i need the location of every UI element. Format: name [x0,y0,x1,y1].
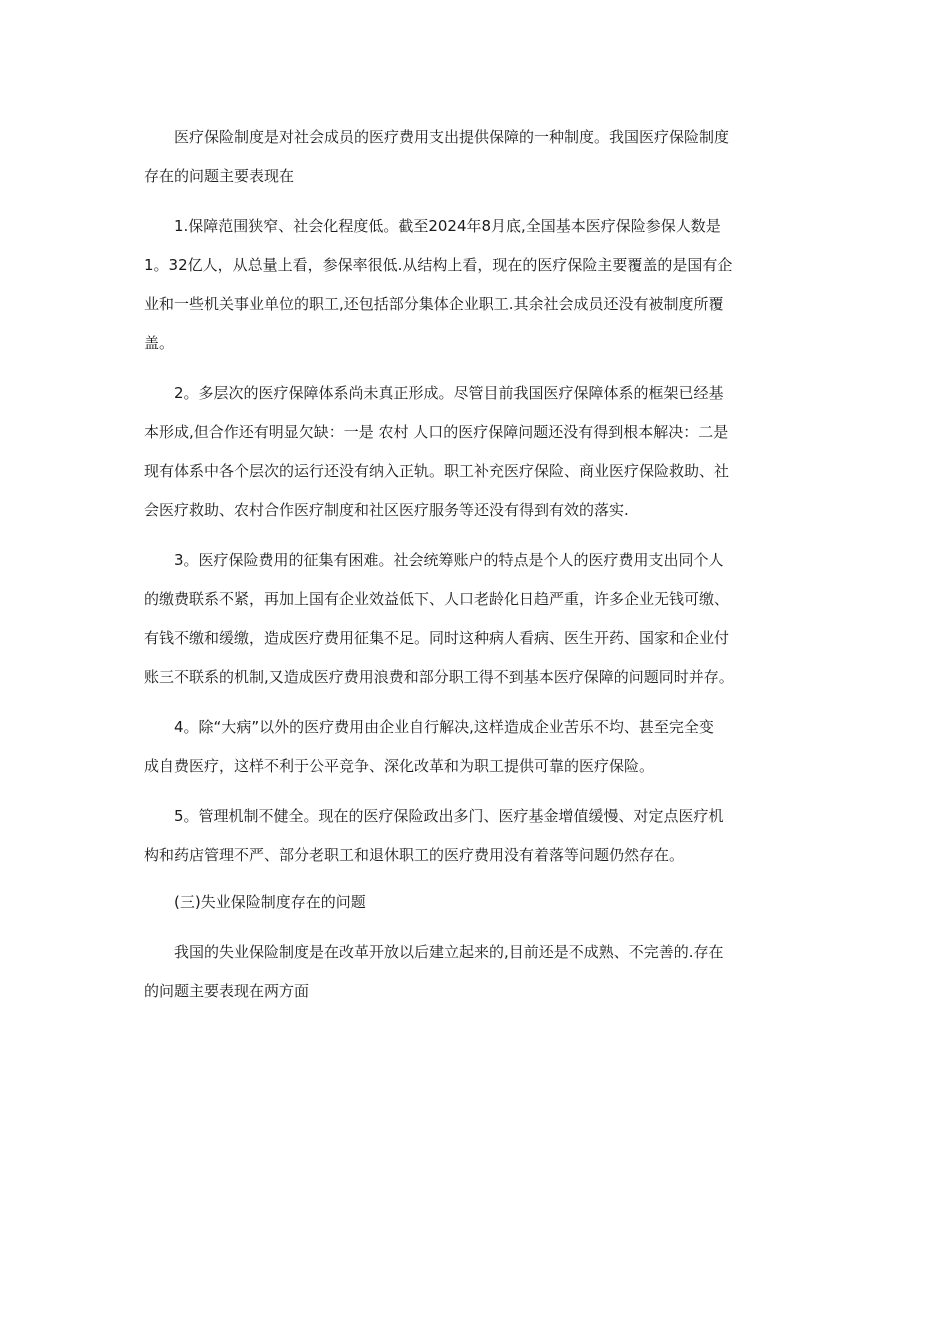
paragraph-unemployment: 我国的失业保险制度是在改革开放以后建立起来的,目前还是不成熟、不完善的.存在 的问题主要表现在两方面 [144,943,724,1000]
paragraph-item-4: 4。除“大病”以外的医疗费用由企业自行解决,这样造成企业苦乐不均、甚至完全变 成自费医疗，这样不利于公平竞争、深化改革和为职工提供可靠的医疗保险。 [144,718,714,775]
paragraph-intro: 医疗保险制度是对社会成员的医疗费用支出提供保障的一种制度。我国医疗保险制度 存在的问题主要表现在 [144,128,730,185]
paragraph-item-1: 1.保障范围狭窄、社会化程度低。截至2024年8月底,全国基本医疗保险参保人数是 1。32亿人，从总量上看，参保率很低.从结构上看，现在的医疗保险主要覆盖的是国有企 业和一些机关事业单位的职工,还包括部分集体企业职工.其余社会成员还没有被制度所覆 盖。 [144,217,733,352]
document-body [144,118,806,1011]
section-heading-unemployment: (三)失业保险制度存在的问题 [174,893,366,911]
paragraph-item-2: 2。多层次的医疗保障体系尚未真正形成。尽管目前我国医疗保障体系的框架已经基 本形成,但合作还有明显欠缺：一是 农村 人口的医疗保障问题还没有得到根本解决：二是 现有体系中各个层次的运行还没有纳入正轨。职工补充医疗保险、商业医疗保险救助、社 会医疗救助、农村合作医疗制度和社区医疗服务等还没有得到有效的落实. [144,384,730,519]
paragraph-item-3: 3。医疗保险费用的征集有困难。社会统筹账户的特点是个人的医疗费用支出同个人 的缴费联系不紧，再加上国有企业效益低下、人口老龄化日趋严重，许多企业无钱可缴、 有钱不缴和缓缴，造成医疗费用征集不足。同时这种病人看病、医生开药、国家和企业付 账三不联系的机制,又造成医疗费用浪费和部分职工得不到基本医疗保障的问题同时并存。 [144,551,734,686]
paragraph-item-5: 5。管理机制不健全。现在的医疗保险政出多门、医疗基金增值缓慢、对定点医疗机 构和药店管理不严、部分老职工和退休职工的医疗费用没有着落等问题仍然存在。 [144,807,724,864]
